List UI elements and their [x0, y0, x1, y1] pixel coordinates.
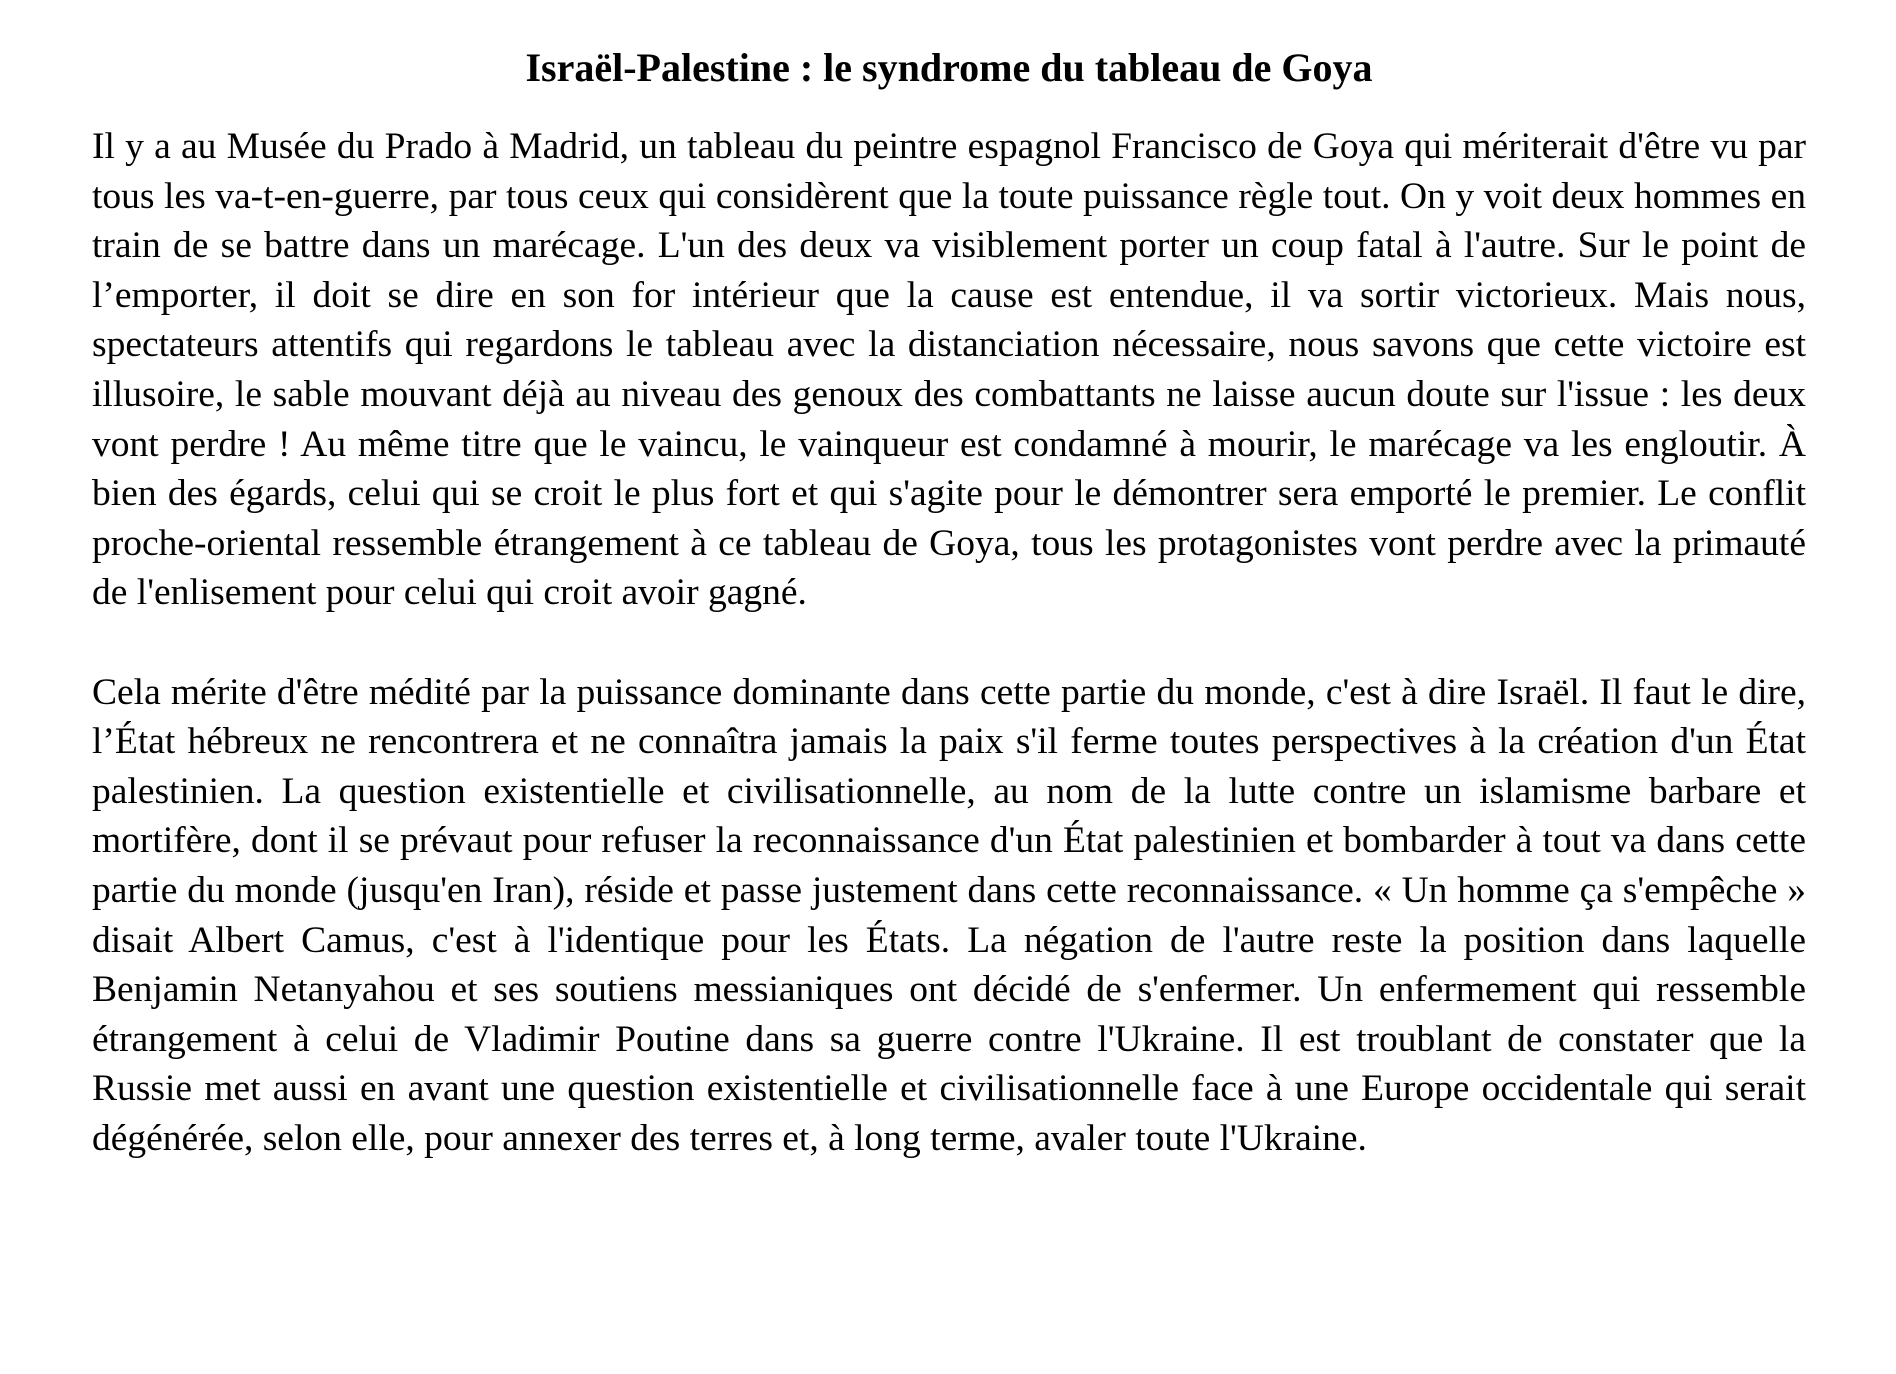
paragraph-israel-palestinian-state: Cela mérite d'être médité par la puissance dominante dans cette partie du monde, c'est à dire Israël. Il faut le dire, l’État hébreux ne rencontrera et ne connaîtra jamais la paix s'il ferme toutes perspectives à la création d'un État palestinien. La question existentielle et civilisationnelle, au nom de la lutte contre un islamisme barbare et mortifère, dont il se prévaut pour refuser la reconnaissance d'un État palestinien et bombarder à tout va dans cette partie du monde (jusqu'en Iran), réside et passe justement dans cette reconnaissance. « Un homme ça s'empêche » disait Albert Camus, c'est à l'identique pour les États. La négation de l'autre reste la position dans laquelle Benjamin Netanyahou et ses soutiens messianiques ont décidé de s'enfermer. Un enfermement qui ressemble étrangement à celui de Vladimir Poutine dans sa guerre contre l'Ukraine. Il est troublant de constater que la Russie met aussi en avant une question existentielle et civilisationnelle face à une Europe occidentale qui serait dégénérée, selon elle, pour annexer des terres et, à long terme, avaler toute l'Ukraine.	[92, 671, 1806, 1159]
document-title: Israël-Palestine : le syndrome du tableau de Goya	[525, 45, 1373, 90]
paragraph-goya-painting: Il y a au Musée du Prado à Madrid, un tableau du peintre espagnol Francisco de Goya qui mériterait d'être vu par tous les va-t-en-guerre, par tous ceux qui considèrent que la toute puissance règle tout. On y voit deux hommes en train de se battre dans un marécage. L'un des deux va visiblement porter un coup fatal à l'autre. Sur le point de l’emporter, il doit se dire en son for intérieur que la cause est entendue, il va sortir victorieux. Mais nous, spectateurs attentifs qui regardons le tableau avec la distanciation nécessaire, nous savons que cette victoire est illusoire, le sable mouvant déjà au niveau des genoux des combattants ne laisse aucun doute sur l'issue : les deux vont perdre ! Au même titre que le vaincu, le vainqueur est condamné à mourir, le marécage va les engloutir. À bien des égards, celui qui se croit le plus fort et qui s'agite pour le démontrer sera emporté le premier. Le conflit proche-oriental ressemble étrangement à ce tableau de Goya, tous les protagonistes vont perdre avec la primauté de l'enlisement pour celui qui croit avoir gagné.	[92, 126, 1806, 614]
document-page	[92, 36, 1806, 1213]
